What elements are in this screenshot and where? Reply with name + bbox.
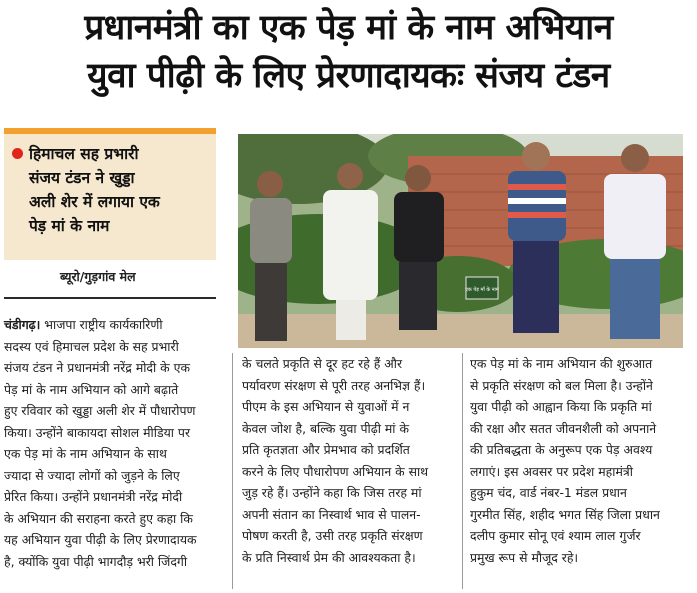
- body-line: प्रमुख रूप से मौजूद रहे।: [470, 549, 579, 565]
- body-line: लगाएं। इस अवसर पर प्रदेश महामंत्री: [470, 463, 633, 479]
- subheadline-line: हिमाचल सह प्रभारी: [29, 145, 139, 163]
- body-line: पीएम के इस अभियान से युवाओं में न: [242, 399, 410, 414]
- body-line: पर्यावरण संरक्षण से पूरी तरह अनभिज्ञ हैं।: [242, 377, 426, 393]
- body-line: से प्रकृति संरक्षण को बल मिला है। उन्होंने: [470, 377, 653, 393]
- byline: ब्यूरो/गुड़गांव मेल: [60, 269, 136, 284]
- body-line: अपनी संतान का निस्वार्थ भाव से पालन-: [242, 506, 421, 522]
- subheadline-text: [12, 142, 210, 238]
- body-line: दलीप कुमार सोनू एवं श्याम लाल गुर्जर: [470, 528, 641, 543]
- body-line: ज्यादा से ज्यादा लोगों को जुड़ने के लिए: [4, 467, 180, 483]
- body-line: हुकुम चंद, वार्ड नंबर-1 मंडल प्रधान: [470, 485, 627, 500]
- body-line: की प्रतिबद्धता के अनुरूप एक पेड़ अवश्य: [470, 442, 653, 457]
- body-line: है, क्योंकि युवा पीढ़ी भागदौड़ भरी जिंदगी: [4, 553, 188, 569]
- body-line: की रक्षा और सतत जीवनशैली को अपनाने: [470, 420, 657, 436]
- subheadline-line: पेड़ मां के नाम: [29, 217, 110, 235]
- red-bullet-icon: [12, 148, 23, 159]
- news-photo: [238, 134, 683, 348]
- body-line: भाजपा राष्ट्रीय कार्यकारिणी: [40, 317, 163, 332]
- body-line: युवा पीढ़ी को आह्वान किया कि प्रकृति मां: [470, 399, 652, 414]
- body-line: एक पेड़ मां के नाम अभियान के साथ: [4, 446, 167, 461]
- subheadline-line: संजय टंडन ने खुड्डा: [29, 169, 135, 187]
- body-line: यह अभियान युवा पीढ़ी के लिए प्रेरणादायक: [4, 532, 197, 547]
- headline: [0, 4, 697, 100]
- headline-line-1: प्रधानमंत्री का एक पेड़ मां के नाम अभियान: [84, 8, 613, 48]
- dateline: चंडीगढ़।: [4, 317, 41, 332]
- column-divider: [462, 353, 463, 589]
- body-line: के अभियान की सराहना करते हुए कहा कि: [4, 510, 193, 526]
- body-line: पेड़ मां के नाम अभियान को आगे बढ़ाते: [4, 381, 179, 397]
- photo-illustration: [238, 134, 683, 348]
- article-column-2: [242, 353, 454, 568]
- body-line: किया। उन्होंने बाकायदा सोशल मीडिया पर: [4, 424, 191, 440]
- body-line: करने के लिए पौधारोपण अभियान के साथ: [242, 463, 429, 479]
- body-line: के चलते प्रकृति से दूर हट रहे हैं और: [242, 356, 403, 371]
- body-line: प्रेरित किया। उन्होंने प्रधानमंत्री नरेंद्र मोदी: [4, 489, 183, 504]
- body-line: जुड़ रहे हैं। उन्होंने कहा कि जिस तरह मां: [242, 485, 422, 500]
- headline-line-2: युवा पीढ़ी के लिए प्रेरणादायकः संजय टंडन: [87, 56, 610, 96]
- subheadline-box: [4, 128, 216, 260]
- article-column-1: [4, 314, 216, 572]
- body-line: के प्रति निस्वार्थ प्रेम की आवश्यकता है।: [242, 549, 416, 565]
- body-line: पोषण करती है, उसी तरह प्रकृति संरक्षण: [242, 528, 423, 543]
- body-line: हुए रविवार को खुड्डा अली शेर में पौधारोपण: [4, 403, 196, 418]
- subheadline-line: अली शेर में लगाया एक: [29, 193, 160, 211]
- body-line: प्रति कृतज्ञता और प्रेमभाव को प्रदर्शित: [242, 442, 410, 457]
- photo-sign-text: एक पेड़ माँ के नाम: [465, 287, 499, 293]
- body-line: संजय टंडन ने प्रधानमंत्री नरेंद्र मोदी के एक: [4, 360, 190, 375]
- article-column-3: [470, 353, 688, 568]
- body-line: गुरमीत सिंह, शहीद भगत सिंह जिला प्रधान: [470, 506, 660, 522]
- body-line: केवल जोश है, बल्कि युवा पीढ़ी मां के: [242, 420, 409, 436]
- column-divider: [232, 353, 233, 589]
- byline-rule: [4, 297, 216, 299]
- body-line: सदस्य एवं हिमाचल प्रदेश के सह प्रभारी: [4, 338, 179, 354]
- body-line: एक पेड़ मां के नाम अभियान की शुरुआत: [470, 356, 653, 371]
